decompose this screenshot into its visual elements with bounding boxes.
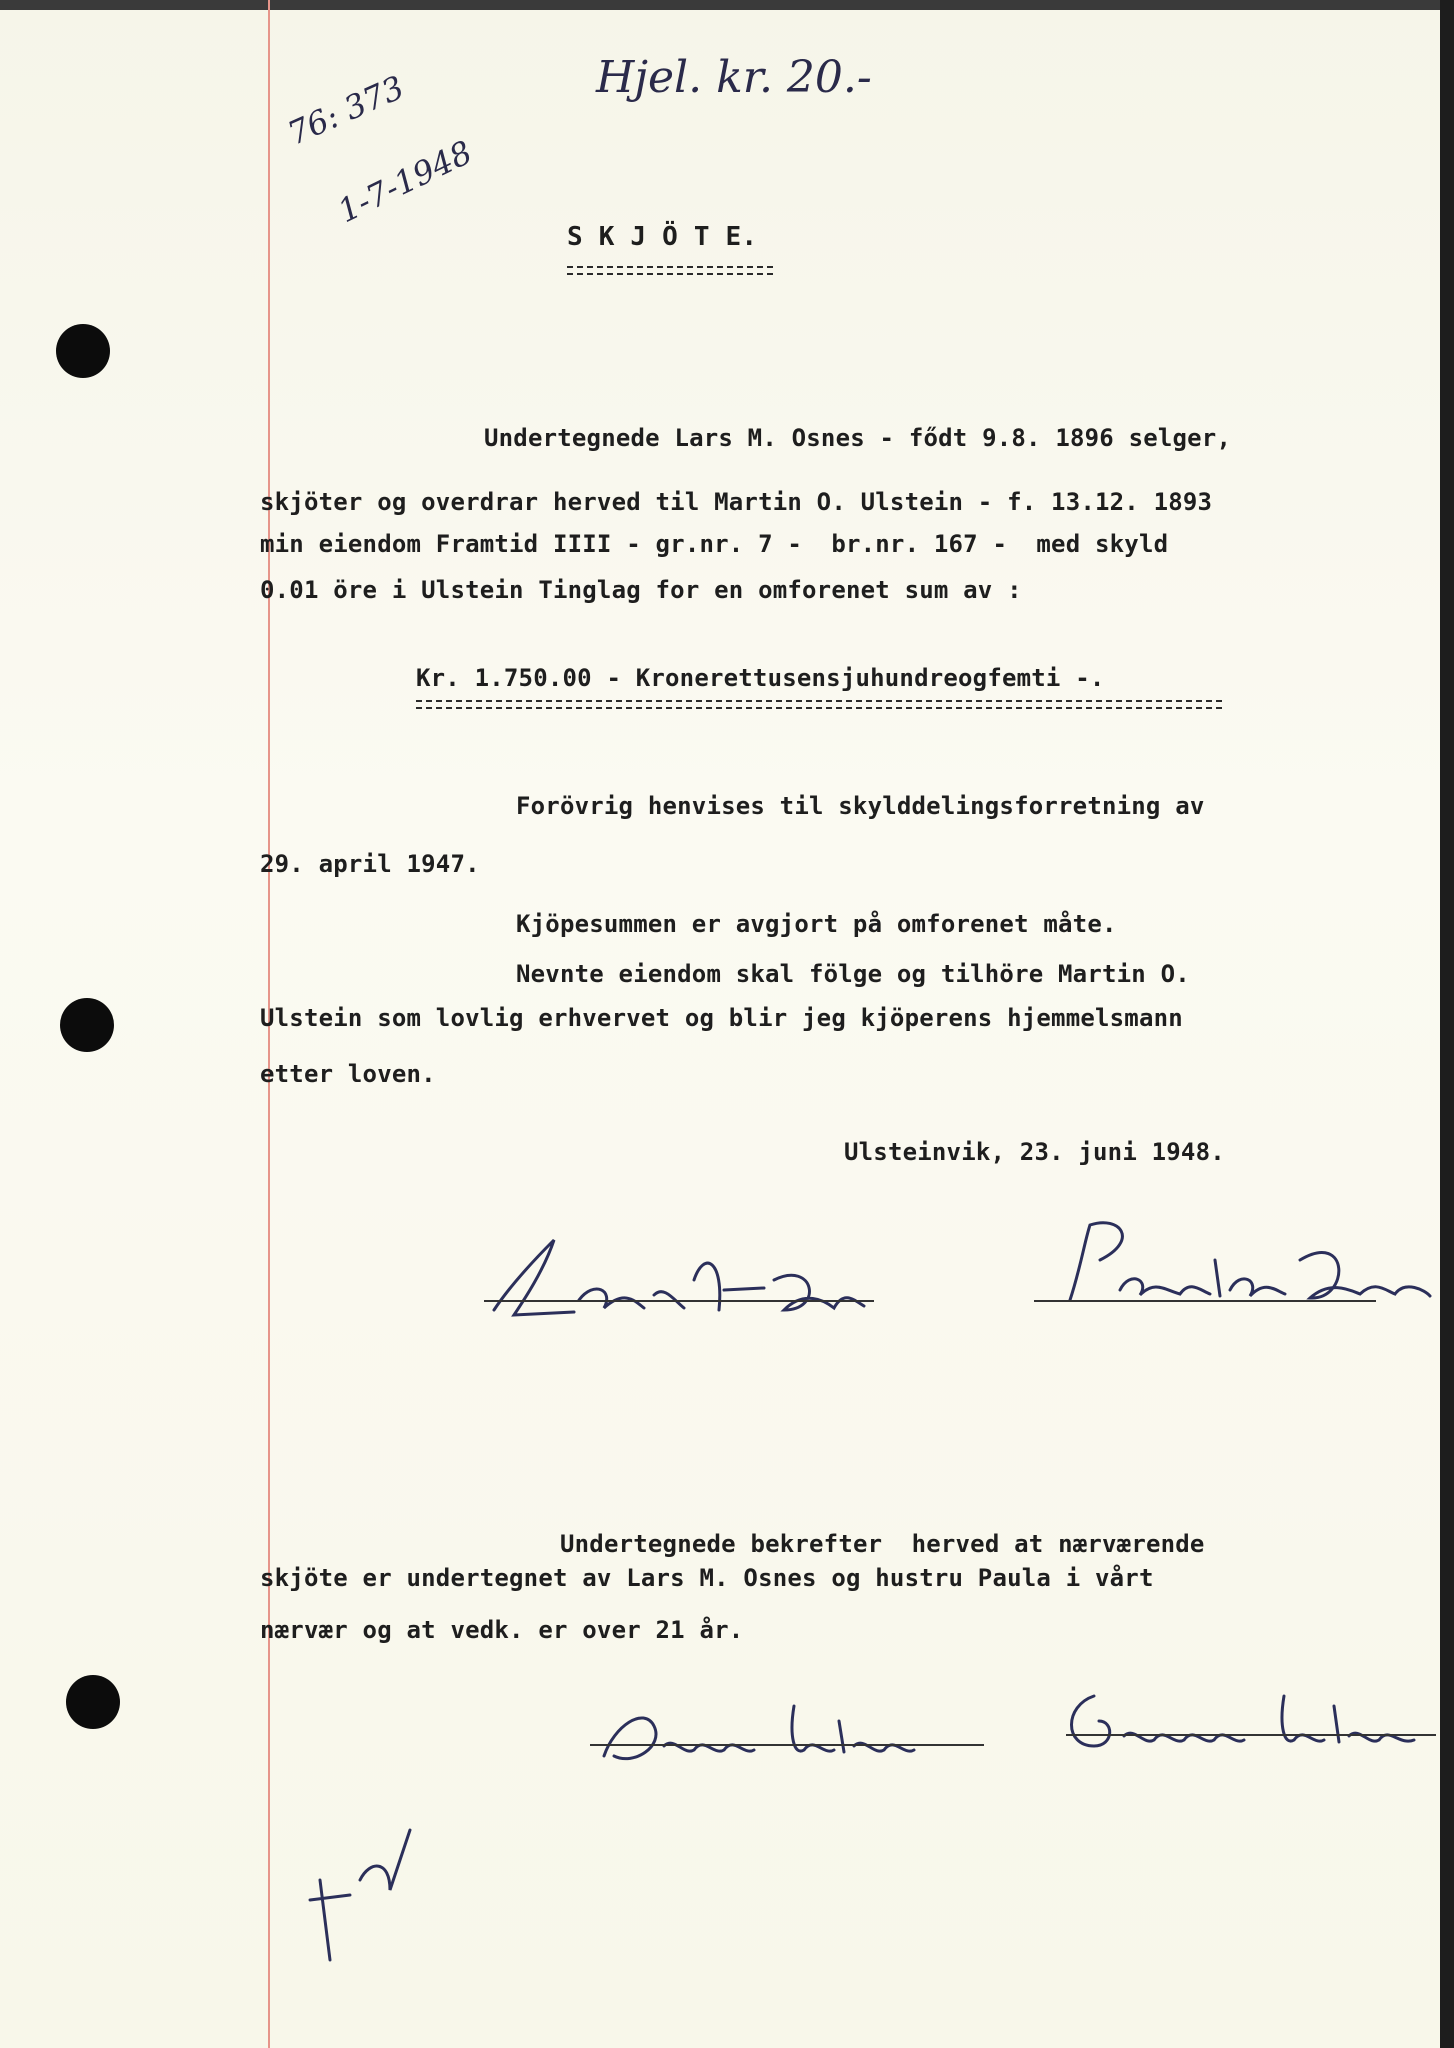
amount-underline [416,700,1222,709]
punch-hole [60,998,114,1052]
folio-date-note: 1-7-1948 [332,132,478,231]
registry-note: Hjel. kr. 20.- [596,52,872,103]
title-transfer-line-3: etter loven. [260,1060,436,1088]
folio-note: 76: 373 [282,68,410,153]
spouse-signature [1030,1210,1440,1320]
title-transfer-line-1: Nevnte eiendom skal fölge og tilhöre Martin O. [516,960,1190,988]
witness-line-2: skjöte er undertegnet av Lars M. Osnes og hustru Paula i vårt [260,1564,1154,1592]
scan-top-edge [0,0,1454,10]
payment-line: Kjöpesummen er avgjort på omforenet måte. [516,910,1117,938]
deed-line-1: Undertegnede Lars M. Osnes - fődt 9.8. 1896 selger, [484,424,1232,452]
deed-line-2: skjöter og overdrar herved til Martin O. Ulstein - f. 13.12. 1893 [260,488,1213,516]
purchase-amount: Kr. 1.750.00 - Kronerettusensjuhundreogfemti -. [416,664,1105,692]
witness2-signature-line [1066,1734,1436,1736]
document-title: S K J Ö T E. [567,222,758,252]
place-date: Ulsteinvik, 23. juni 1948. [844,1138,1225,1166]
initials-mark [300,1820,430,1970]
seller-signature [484,1220,884,1330]
witness-line-1: Undertegnede bekrefter herved at nærværende [560,1530,1205,1558]
deed-line-4: 0.01 öre i Ulstein Tinglag for en omforenet sum av : [260,576,1022,604]
punch-hole [66,1675,120,1729]
title-underline [567,266,773,275]
title-transfer-line-2: Ulstein som lovlig erhvervet og blir jeg kjöperens hjemmelsmann [260,1004,1183,1032]
reference-line-2: 29. april 1947. [260,850,480,878]
reference-line-1: Forövrig henvises til skylddelingsforretning av [516,792,1205,820]
witness2-signature [1054,1676,1434,1766]
witness1-signature-line [590,1744,984,1746]
witness1-signature [594,1686,984,1776]
spouse-signature-line [1034,1300,1376,1302]
seller-signature-line [484,1300,874,1302]
witness-line-3: nærvær og at vedk. er over 21 år. [260,1616,744,1644]
scan-right-edge [1440,0,1454,2048]
punch-hole [56,324,110,378]
deed-line-3: min eiendom Framtid IIII - gr.nr. 7 - br.nr. 167 - med skyld [260,530,1169,558]
